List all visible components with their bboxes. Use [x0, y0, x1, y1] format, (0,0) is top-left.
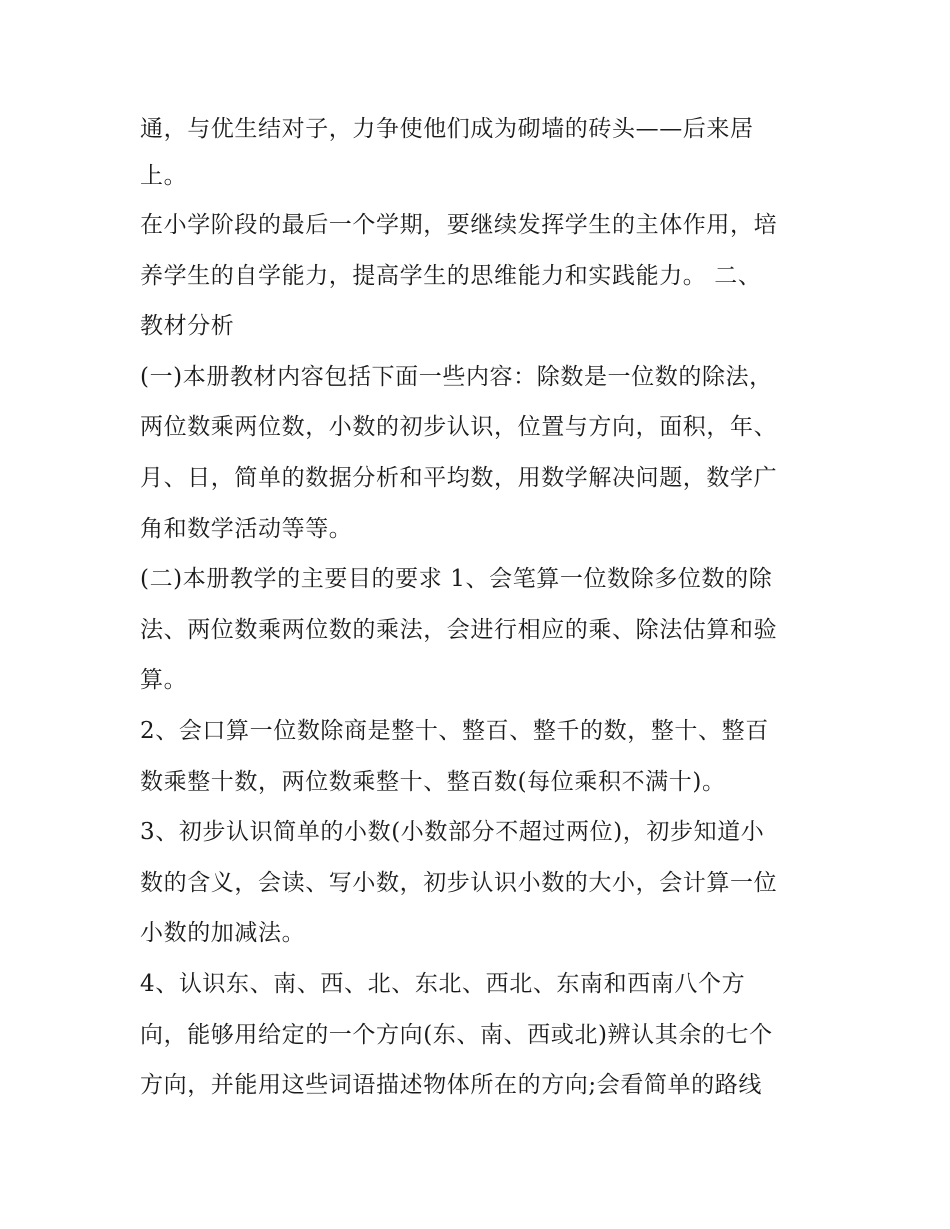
text-line: 教材分析 [140, 313, 235, 340]
text-line: 小数的加减法。 [140, 920, 306, 947]
text-line: 角和数学活动等等。 [140, 515, 353, 542]
text-line: 两位数乘两位数，小数的初步认识，位置与方向，面积，年、 [140, 414, 778, 441]
text-line: 3、初步认识简单的小数(小数部分不超过两位)，初步知道小 [140, 819, 765, 846]
text-line: 算。 [140, 667, 188, 694]
text-line: 方向，并能用这些词语描述物体所在的方向;会看简单的路线 [140, 1072, 762, 1099]
text-line: 法、两位数乘两位数的乘法，会进行相应的乘、除法估算和验 [140, 616, 778, 643]
text-line: (一)本册教材内容包括下面一些内容：除数是一位数的除法， [140, 363, 773, 390]
text-line: 向，能够用给定的一个方向(东、南、西或北)辨认其余的七个 [140, 1021, 773, 1048]
text-line: 数的含义，会读、写小数，初步认识小数的大小，会计算一位 [140, 869, 778, 896]
text-line: 在小学阶段的最后一个学期，要继续发挥学生的主体作用，培 [140, 212, 778, 238]
body-text [140, 106, 820, 1111]
text-line: 数乘整十数，两位数乘整十、整百数(每位乘积不满十)。 [140, 768, 726, 795]
text-line: 养学生的自学能力，提高学生的思维能力和实践能力。 二、 [140, 262, 762, 289]
text-line: 2、会口算一位数除商是整十、整百、整千的数，整十、整百 [140, 717, 769, 744]
text-line: 通，与优生结对子，力争使他们成为砌墙的砖头——后来居 [140, 116, 754, 142]
text-line: 4、认识东、南、西、北、东北、西北、东南和西南八个方 [140, 970, 746, 997]
text-line: 月、日，简单的数据分析和平均数，用数学解决问题，数学广 [140, 464, 778, 491]
text-line: 上。 [140, 163, 188, 189]
text-line: (二)本册教学的主要目的要求 1、会笔算一位数除多位数的除 [140, 566, 773, 593]
